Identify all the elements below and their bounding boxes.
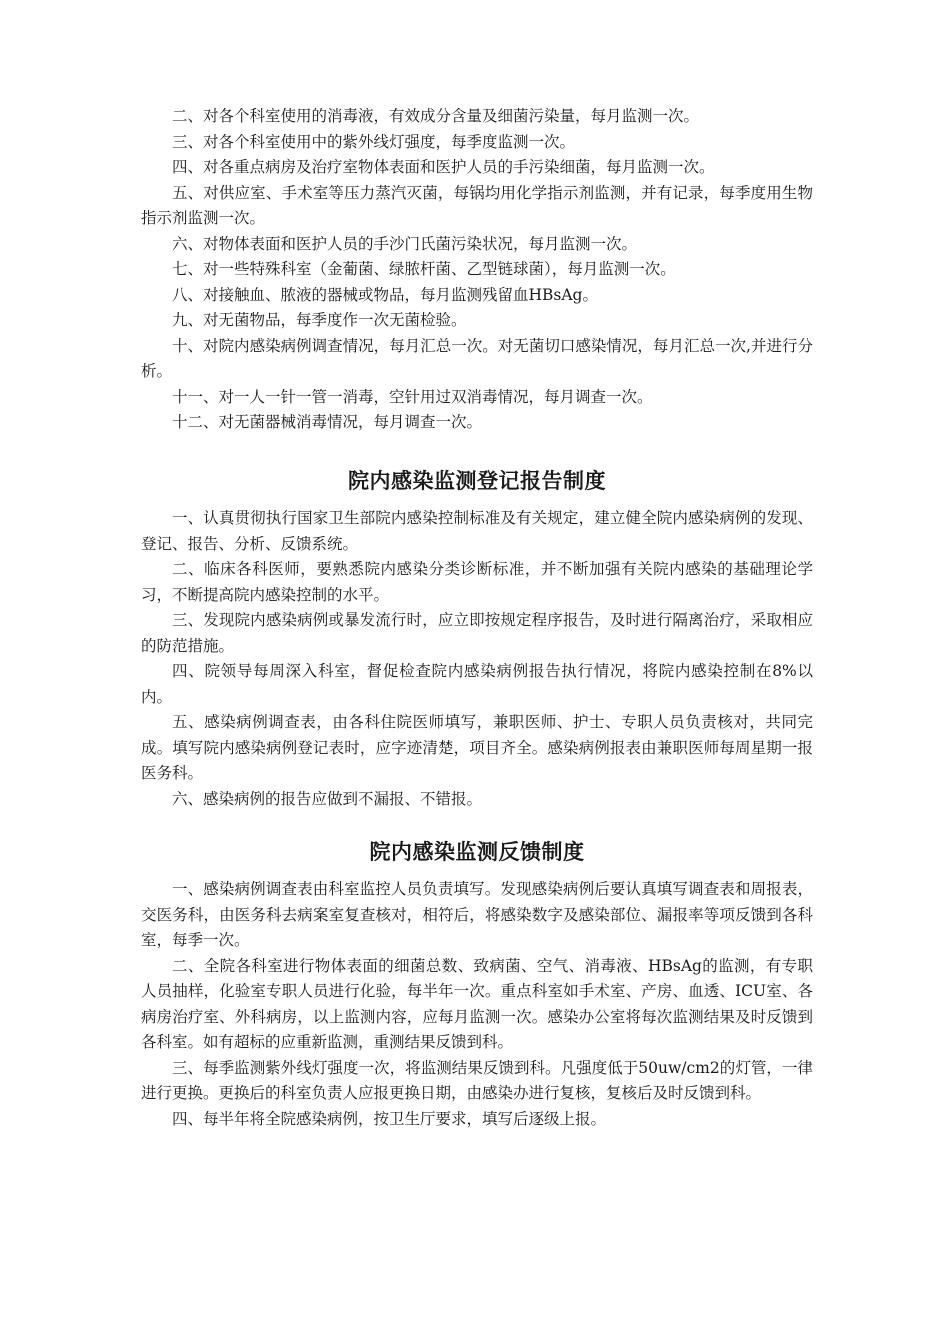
section-feedback-system [141, 877, 813, 1132]
paragraph: 六、感染病例的报告应做到不漏报、不错报。 [172, 789, 483, 808]
section-monitoring-items [141, 104, 813, 436]
paragraph: 四、院领导每周深入科室，督促检查院内感染病例报告执行情况，将院内感染控制在8%以内。 [141, 662, 813, 706]
paragraph: 三、对各个科室使用中的紫外线灯强度，每季度监测一次。 [172, 132, 576, 151]
paragraph: 五、对供应室、手术室等压力蒸汽灭菌，每锅均用化学指示剂监测，并有记录，每季度用生物指示剂监测一次。 [141, 183, 813, 227]
paragraph: 三、发现院内感染病例或暴发流行时，应立即按规定程序报告，及时进行隔离治疗，采取相应的防范措施。 [141, 611, 813, 655]
paragraph: 四、每半年将全院感染病例，按卫生厅要求，填写后逐级上报。 [172, 1109, 607, 1128]
section-title-report-system: 院内感染监测登记报告制度 [348, 468, 606, 493]
paragraph: 一、感染病例调查表由科室监控人员负责填写。发现感染病例后要认真填写调查表和周报表，交医务科，由医务科去病案室复查核对，相符后，将感染数字及感染部位、漏报率等项反馈到各科室，每季一次。 [141, 880, 813, 949]
paragraph: 十一、对一人一针一管一消毒，空针用过双消毒情况，每月调查一次。 [172, 387, 653, 406]
section-title-feedback-system: 院内感染监测反馈制度 [369, 839, 585, 864]
paragraph: 十二、对无菌器械消毒情况，每月调查一次。 [172, 413, 483, 431]
paragraph: 六、对物体表面和医护人员的手沙门氏菌污染状况，每月监测一次。 [172, 234, 638, 253]
paragraph: 七、对一些特殊科室（金葡菌、绿脓杆菌、乙型链球菌），每月监测一次。 [172, 260, 676, 278]
paragraph: 二、全院各科室进行物体表面的细菌总数、致病菌、空气、消毒液、HBsAg的监测，有专职人员抽样，化验室专职人员进行化验，每半年一次。重点科室如手术室、产房、血透、ICU室、各病房治疗室、外科病房，以上监测内容，应每月监测一次。感染办公室将每次监测结果及时反馈到各科室。如有超标的应重新监测，重测结果反馈到科。 [141, 956, 813, 1051]
paragraph: 八、对接触血、脓液的器械或物品，每月监测残留血HBsAg。 [172, 285, 598, 304]
paragraph: 一、认真贯彻执行国家卫生部院内感染控制标准及有关规定，建立健全院内感染病例的发现、登记、报告、分析、反馈系统。 [141, 509, 813, 553]
paragraph: 三、每季监测紫外线灯强度一次，将监测结果反馈到科。凡强度低于50uw/cm2的灯管，一律进行更换。更换后的科室负责人应报更换日期，由感染办进行复核，复核后及时反馈到科。 [141, 1058, 813, 1102]
paragraph: 二、临床各科医师，要熟悉院内感染分类诊断标准，并不断加强有关院内感染的基础理论学习，不断提高院内感染控制的水平。 [141, 560, 813, 604]
paragraph: 五、感染病例调查表，由各科住院医师填写，兼职医师、护士、专职人员负责核对，共同完成。填写院内感染病例登记表时，应字迹清楚，项目齐全。感染病例报表由兼职医师每周星期一报医务科。 [141, 713, 813, 782]
paragraph: 四、对各重点病房及治疗室物体表面和医护人员的手污染细菌，每月监测一次。 [172, 158, 715, 176]
paragraph: 二、对各个科室使用的消毒液，有效成分含量及细菌污染量，每月监测一次。 [172, 107, 700, 125]
paragraph: 九、对无菌物品，每季度作一次无菌检验。 [172, 311, 467, 329]
section-report-system [141, 506, 813, 812]
paragraph: 十、对院内感染病例调查情况，每月汇总一次。对无菌切口感染情况，每月汇总一次,并进行分析。 [141, 336, 813, 380]
